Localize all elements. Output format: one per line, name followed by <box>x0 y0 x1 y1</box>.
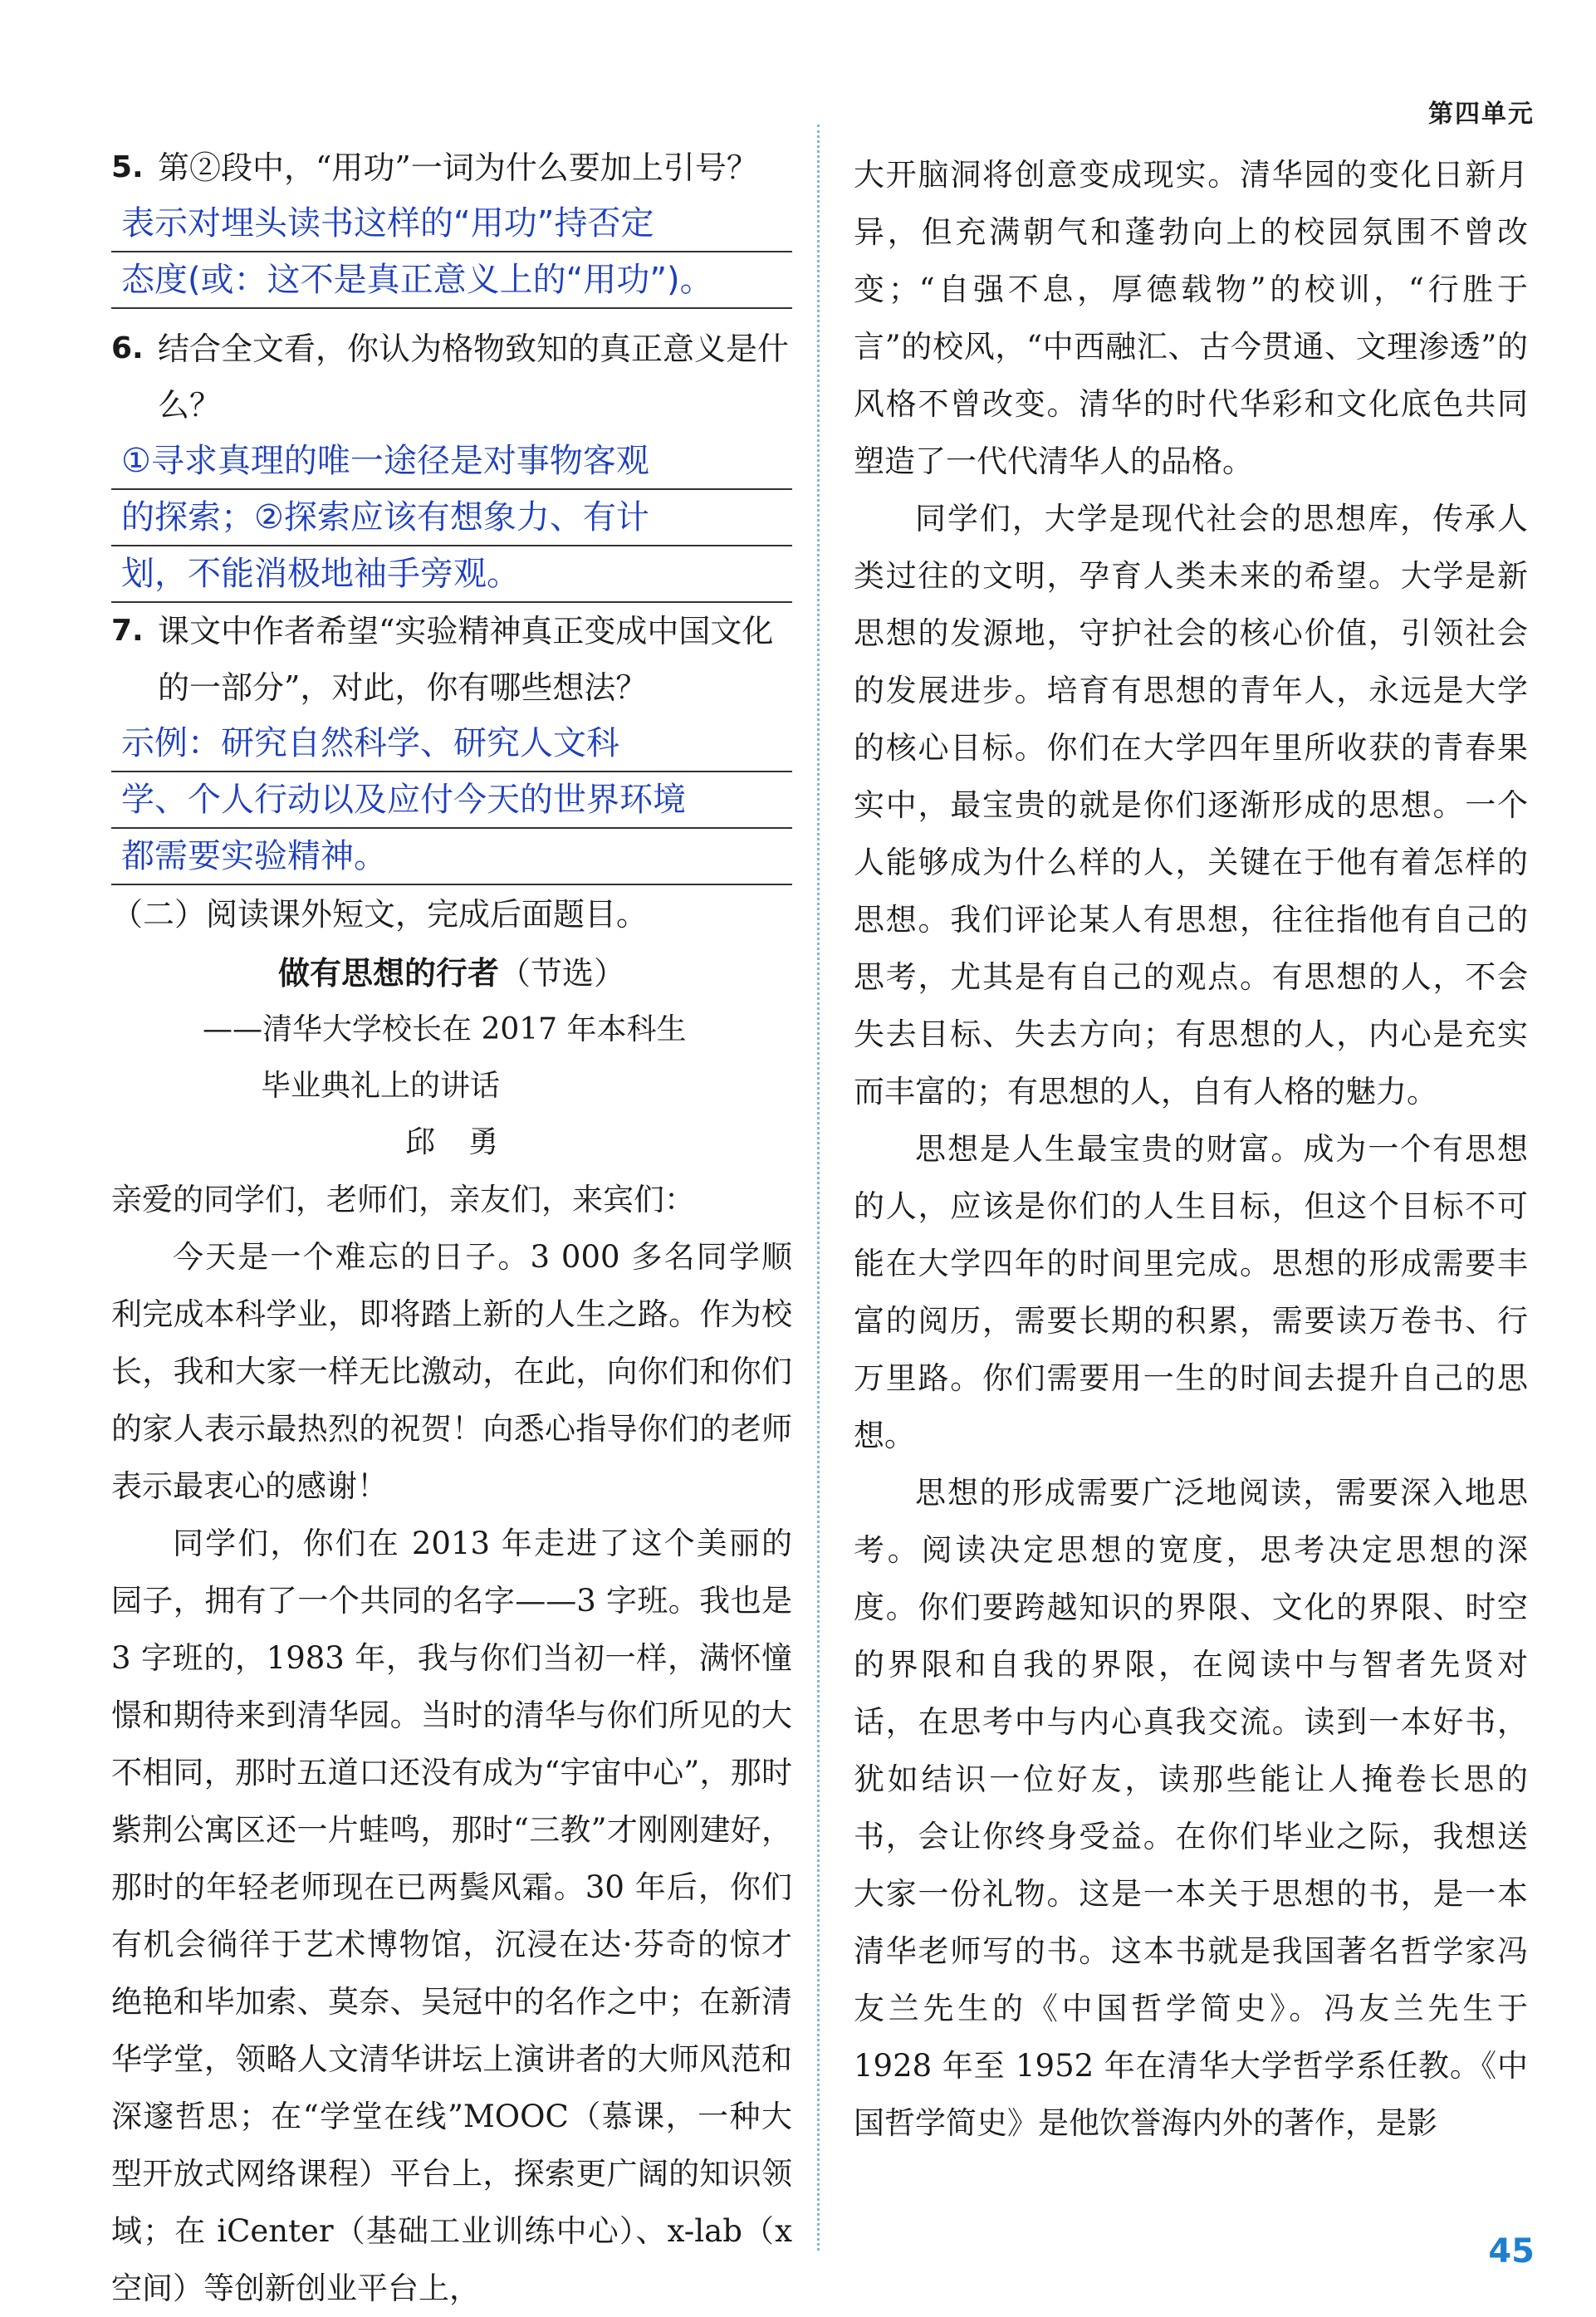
left-column <box>111 140 792 2317</box>
paragraph: 同学们，大学是现代社会的思想库，传承人类过往的文明，孕育人类未来的希望。大学是新思想的发源地，守护社会的核心价值，引领社会的发展进步。培育有思想的青年人，永远是大学的核心目标。你们在大学四年里所收获的青春果实中，最宝贵的就是你们逐渐形成的思想。一个人能够成为什么样的人，关键在于他有着怎样的思想。我们评论某人有思想，往往指他有自己的思考，尤其是有自己的观点。有思想的人，不会失去目标、失去方向；有思想的人，内心是充实而丰富的；有思想的人，自有人格的魅力。 <box>854 501 1528 1110</box>
question-text: 第②段中，“用功”一词为什么要加上引号？ <box>158 149 758 186</box>
answer-line: 学、个人行动以及应付今天的世界环境 <box>111 772 792 829</box>
article-subtitle: ——清华大学校长在 2017 年本科生 <box>203 1012 687 1046</box>
answer-7 <box>111 716 792 885</box>
salutation: 亲爱的同学们，老师们，亲友们，来宾们： <box>111 1182 695 1217</box>
question-number: 5. <box>111 150 144 184</box>
answer-line: 都需要实验精神。 <box>111 829 792 885</box>
answer-line: 态度(或：这不是真正意义上的“用功”)。 <box>111 252 792 309</box>
question-6 <box>111 321 792 434</box>
question-5 <box>111 140 792 196</box>
question-number: 6. <box>111 331 144 365</box>
article-subtitle: 毕业典礼上的讲话 <box>261 1069 501 1103</box>
paragraph: 思想是人生最宝贵的财富。成为一个有思想的人，应该是你们的人生目标，但这个目标不可能在大学四年的时间里完成。思想的形成需要丰富的阅历，需要长期的积累，需要读万卷书、行万里路。你们需要用一生的时间去提升自己的思想。 <box>854 1131 1528 1453</box>
unit-header: 第四单元 <box>1428 100 1535 129</box>
answer-line: 示例：研究自然科学、研究人文科 <box>111 716 792 772</box>
answer-line: 划，不能消极地袖手旁观。 <box>111 546 792 603</box>
article-title <box>111 945 792 1002</box>
right-column <box>854 146 1528 2152</box>
article-title-text: 做有思想的行者 <box>277 955 499 992</box>
answer-5 <box>111 196 792 309</box>
answer-line: 的探索；②探索应该有想象力、有计 <box>111 490 792 546</box>
article-title-note: （节选） <box>499 955 626 992</box>
paragraph: 今天是一个难忘的日子。3 000 多名同学顺利完成本科学业，即将踏上新的人生之路。作为校长，我和大家一样无比激动，在此，向你们和你们的家人表示最热烈的祝贺！向悉心指导你们的老师表示最衷心的感谢！ <box>111 1239 792 1504</box>
article-author: 邱勇 <box>404 1125 531 1159</box>
answer-line: 表示对埋头读书这样的“用功”持否定 <box>111 196 792 252</box>
question-number: 7. <box>111 614 144 648</box>
paragraph-continuation: 大开脑洞将创意变成现实。清华园的变化日新月异，但充满朝气和蓬勃向上的校园氛围不曾改变；“自强不息，厚德载物”的校训，“行胜于言”的校风，“中西融汇、古今贯通、文理渗透”的风格不曾改变。清华的时代华彩和文化底色共同塑造了一代代清华人的品格。 <box>854 157 1528 479</box>
question-text: 课文中作者希望“实验精神真正变成中国文化的一部分”，对此，你有哪些想法？ <box>158 613 774 706</box>
question-7 <box>111 603 792 716</box>
column-divider <box>817 125 820 2251</box>
question-text: 结合全文看，你认为格物致知的真正意义是什么？ <box>158 331 790 424</box>
answer-line: ①寻求真理的唯一途径是对事物客观 <box>111 434 792 490</box>
page-number: 45 <box>1488 2232 1535 2270</box>
paragraph: 同学们，你们在 2013 年走进了这个美丽的园子，拥有了一个共同的名字——3 字班。我也是 3 字班的，1983 年，我与你们当初一样，满怀憧憬和期待来到清华园。当时的清华与你们所见的大不相同，那时五道口还没有成为“宇宙中心”，那时紫荆公寓区还一片蛙鸣，那时“三教”才刚刚建好，那时的年轻老师现在已两鬓风霜。30 年后，你们有机会徜徉于艺术博物馆，沉浸在达·芬奇的惊才绝艳和毕加索、莫奈、吴冠中的名作之中；在新清华学堂，领略人文清华讲坛上演讲者的大师风范和深邃哲思；在“学堂在线”MOOC（慕课，一种大型开放式网络课程）平台上，探索更广阔的知识领域；在 iCenter（基础工业训练中心）、x-lab（x 空间）等创新创业平台上， <box>111 1526 792 2306</box>
answer-6 <box>111 434 792 603</box>
paragraph: 思想的形成需要广泛地阅读，需要深入地思考。阅读决定思想的宽度，思考决定思想的深度。你们要跨越知识的界限、文化的界限、时空的界限和自我的界限，在阅读中与智者先贤对话，在思考中与内心真我交流。读到一本好书，犹如结识一位好友，读那些能让人掩卷长思的书，会让你终身受益。在你们毕业之际，我想送大家一份礼物。这是一本关于思想的书，是一本清华老师写的书。这本书就是我国著名哲学家冯友兰先生的《中国哲学简史》。冯友兰先生于 1928 年至 1952 年在清华大学哲学系任教。《中国哲学简史》是他饮誉海内外的著作，是影 <box>854 1475 1528 2141</box>
section-heading: （二）阅读课外短文，完成后面题目。 <box>111 896 649 933</box>
